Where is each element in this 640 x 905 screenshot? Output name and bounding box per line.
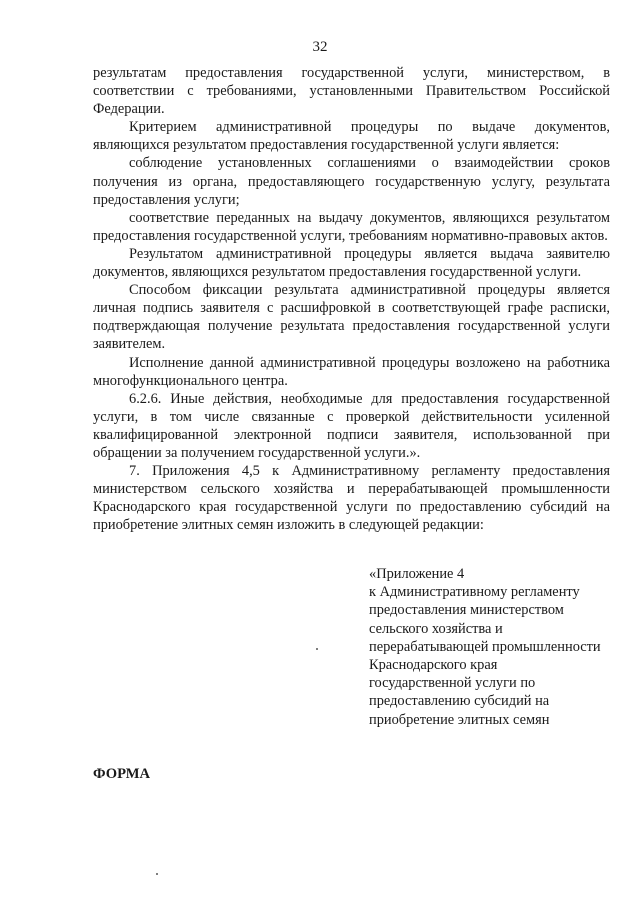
appendix-header-block bbox=[369, 565, 619, 729]
appendix-line: предоставлению субсидий на bbox=[369, 693, 550, 710]
appendix-line: государственной услуги по bbox=[369, 675, 536, 692]
paragraph-fixation: Способом фиксации результата административной процедуры является личная подпись заявителя с расшифровкой в соответствующей графе расписки, подтверждающая получение результата предоставления государственной услуги заявителем. bbox=[93, 282, 610, 353]
main-text bbox=[93, 64, 610, 534]
appendix-line: приобретение элитных семян bbox=[369, 711, 550, 728]
paragraph-criterion: Критерием административной процедуры по выдаче документов, являющихся результатом предоставления государственной услуги является: bbox=[93, 119, 610, 154]
paragraph-compliance: соответствие переданных на выдачу документов, являющихся результатом предоставления государственной услуги, требованиям нормативно-правовых актов. bbox=[93, 209, 610, 244]
appendix-line: к Административному регламенту bbox=[369, 584, 580, 601]
appendix-line: «Приложение 4 bbox=[369, 566, 465, 582]
appendix-line: Краснодарского края bbox=[369, 657, 498, 674]
appendix-line: перерабатывающей промышленности bbox=[369, 638, 601, 655]
scan-speck bbox=[316, 648, 318, 650]
appendix-line: сельского хозяйства и bbox=[369, 620, 503, 637]
paragraph-6-2-6: 6.2.6. Иные действия, необходимые для предоставления государственной услуги, в том числе связанные с проверкой действительности усиленной квалифицированной электронной подписи заявителя, использованной при обращении за получением государственной услуги.». bbox=[93, 390, 610, 461]
paragraph-deadlines: соблюдение установленных соглашениями о взаимодействии сроков получения из органа, предоставляющего государственную услугу, результата предоставления услуги; bbox=[93, 155, 610, 208]
scan-speck bbox=[156, 873, 158, 875]
paragraph-7-appendices: 7. Приложения 4,5 к Административному регламенту предоставления министерством сельского хозяйства и перерабатывающей промышленности Краснодарского края государственной услуги по предоставлению субсидий на приобретение элитных семян изложить в следующей редакции: bbox=[93, 463, 610, 534]
paragraph-results-statement: результатам предоставления государственной услуги, министерством, в соответствии с требованиями, установленными Правительством Российской Федерации. bbox=[93, 65, 610, 118]
paragraph-result: Результатом административной процедуры является выдача заявителю документов, являющихся результатом предоставления государственной услуги. bbox=[93, 245, 610, 281]
paragraph-executor: Исполнение данной административной процедуры возложено на работника многофункционального центра. bbox=[93, 354, 610, 389]
appendix-line: предоставления министерством bbox=[369, 602, 564, 619]
page-number: 32 bbox=[312, 39, 328, 55]
form-heading: ФОРМА bbox=[93, 766, 151, 782]
